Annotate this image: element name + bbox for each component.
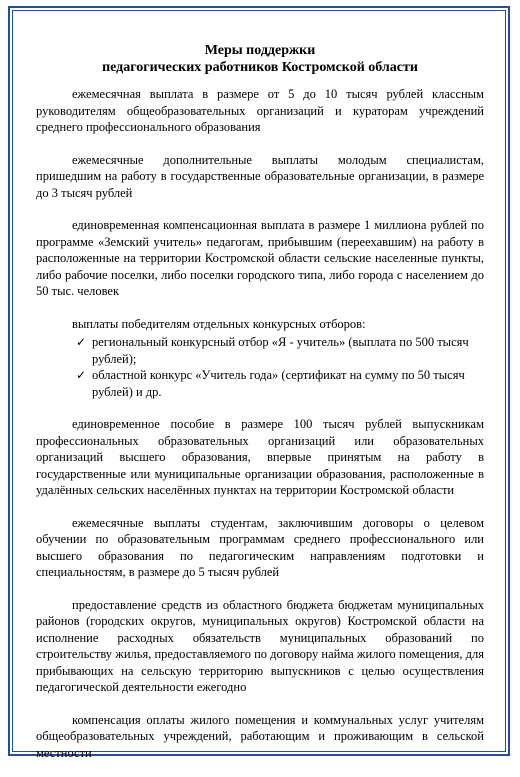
contests-block bbox=[36, 316, 484, 401]
list-item bbox=[76, 367, 484, 400]
measure-paragraph-3: единовременная компенсационная выплата в размере 1 миллиона рублей по программе «Земский учитель» педагогам, прибывшим (переехавшим) на работу в расположенные на территории Костромской области сельские населенные пункты, либо рабочие поселки, либо поселки городского типа, либо города с населением до 50 тыс. человек bbox=[36, 218, 484, 298]
measure-paragraph-1: ежемесячная выплата в размере от 5 до 10 тысяч рублей классным руководителям общеобразовательных организаций и кураторам учреждений среднего профессионального образования bbox=[36, 87, 484, 134]
title-line-2: педагогических работников Костромской области bbox=[102, 60, 418, 75]
contests-list bbox=[36, 334, 484, 400]
measure-paragraph-6: предоставление средств из областного бюджета бюджетам муниципальных районов (городских округов, муниципальных округов) Костромской области на исполнение расходных обязательств муниципальных образований по строительству жилья, предоставляемого по договору найма жилого помещения, для прибывающих на сельскую территорию выпускников с целью осуществления педагогической деятельности ежегодно bbox=[36, 597, 484, 694]
document-title bbox=[36, 42, 484, 76]
measure-paragraph-4: единовременное пособие в размере 100 тысяч рублей выпускникам профессиональных образовательных организаций или образовательных организаций высшего образования, впервые принятым на работу в государственные или муниципальные организации образования, расположенные в удалённых сельских населённых пунктах на территории Костромской области bbox=[36, 417, 484, 497]
checkmark-icon: ✓ bbox=[76, 335, 87, 349]
list-item-text: областной конкурс «Учитель года» (сертификат на сумму по 50 тысяч рублей) и др. bbox=[92, 368, 465, 399]
measure-paragraph-5: ежемесячные выплаты студентам, заключившим договоры о целевом обучении по образовательным программам среднего профессионального или высшего образования по педагогическим направлениям подготовки и специальностям, в размере до 5 тысяч рублей bbox=[36, 515, 484, 579]
list-item bbox=[76, 334, 484, 367]
contests-intro: выплаты победителям отдельных конкурсных отборов: bbox=[72, 316, 366, 331]
measure-paragraph-2: ежемесячные дополнительные выплаты молодым специалистам, пришедшим на работу в государственные образовательные организации, в размере до 3 тысяч рублей bbox=[36, 152, 484, 200]
checkmark-icon: ✓ bbox=[76, 368, 87, 382]
document-body bbox=[36, 42, 484, 777]
title-line-1: Меры поддержки bbox=[204, 43, 316, 58]
list-item-text: региональный конкурсный отбор «Я - учитель» (выплата по 500 тысяч рублей); bbox=[92, 335, 469, 366]
measure-paragraph-7: компенсация оплаты жилого помещения и коммунальных услуг учителям общеобразовательных учреждений, работающим и проживающим в сельской местности bbox=[36, 712, 484, 760]
